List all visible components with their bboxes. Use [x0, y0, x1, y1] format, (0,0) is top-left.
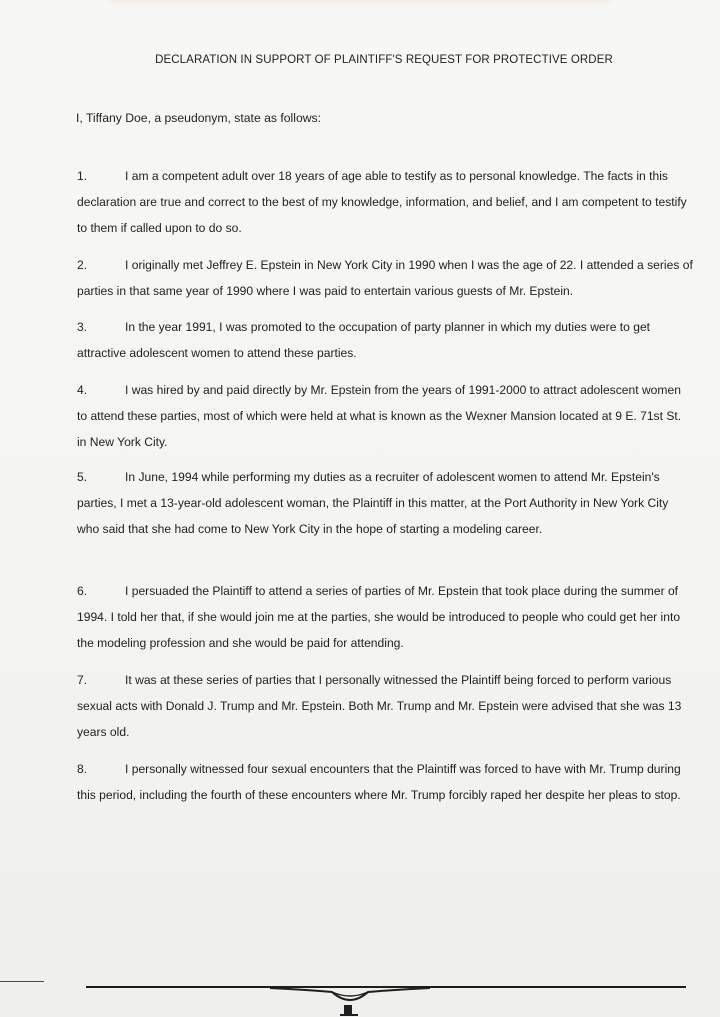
paragraph-number: 6. [77, 584, 88, 598]
intro-statement: I, Tiffany Doe, a pseudonym, state as follows: [76, 111, 322, 125]
paragraph-number: 8. [77, 762, 88, 776]
seal-emblem-icon [270, 978, 430, 1017]
paragraph-text: I personally witnessed four sexual encounters that the Plaintiff was forced to have with Mr. Trump during this period, including the fourth of these encounters where Mr. Trump forcibly raped her despite her pleas to stop. [77, 762, 681, 802]
paragraph-3 [77, 314, 693, 366]
paragraph-text: I persuaded the Plaintiff to attend a series of parties of Mr. Epstein that took place during the summer of 1994. I told her that, if she would join me at the parties, she would be introduced to people who could get her into the modeling profession and she would be paid for attending. [77, 584, 681, 650]
paragraph-text: In June, 1994 while performing my duties as a recruiter of adolescent women to attend Mr. Epstein's parties, I met a 13-year-old adolescent woman, the Plaintiff in this matter, at the Port Authority in New York City who said that she had come to New York City in the hope of starting a modeling career. [77, 470, 669, 536]
paragraph-text: It was at these series of parties that I personally witnessed the Plaintiff being forced to perform various sexual acts with Donald J. Trump and Mr. Epstein. Both Mr. Trump and Mr. Epstein were advised that she was 13 years old. [77, 673, 682, 739]
document-title: DECLARATION IN SUPPORT OF PLAINTIFF'S REQUEST FOR PROTECTIVE ORDER [155, 54, 613, 66]
scan-artifact [110, 0, 610, 2]
paragraph-text: I originally met Jeffrey E. Epstein in New York City in 1990 when I was the age of 22. I attended a series of parties in that same year of 1990 where I was paid to entertain various guests of Mr. Epstein. [77, 258, 693, 298]
paragraph-8 [77, 756, 693, 808]
paragraph-1 [77, 163, 693, 241]
paragraph-4 [77, 377, 693, 455]
paragraph-number: 2. [77, 258, 88, 272]
paragraph-5 [77, 464, 693, 542]
paragraph-number: 5. [77, 470, 88, 484]
paragraph-number: 4. [77, 383, 88, 397]
paragraph-number: 7. [77, 673, 88, 687]
paragraph-text: I was hired by and paid directly by Mr. Epstein from the years of 1991-2000 to attract adolescent women to attend these parties, most of which were held at what is known as the Wexner Mansion located at 9 E. 71st St. in New York City. [77, 383, 682, 449]
paragraph-text: In the year 1991, I was promoted to the occupation of party planner in which my duties were to get attractive adolescent women to attend these parties. [77, 320, 651, 360]
paragraph-text: I am a competent adult over 18 years of age able to testify as to personal knowledge. The facts in this declaration are true and correct to the best of my knowledge, information, and belief, and I am competent to testify to them if called upon to do so. [77, 169, 687, 235]
paragraph-6 [77, 578, 693, 656]
paragraph-number: 1. [77, 169, 88, 183]
bottom-rule-left [0, 981, 44, 982]
paragraph-7 [77, 667, 693, 745]
paragraph-number: 3. [77, 320, 88, 334]
paragraph-2 [77, 252, 693, 304]
